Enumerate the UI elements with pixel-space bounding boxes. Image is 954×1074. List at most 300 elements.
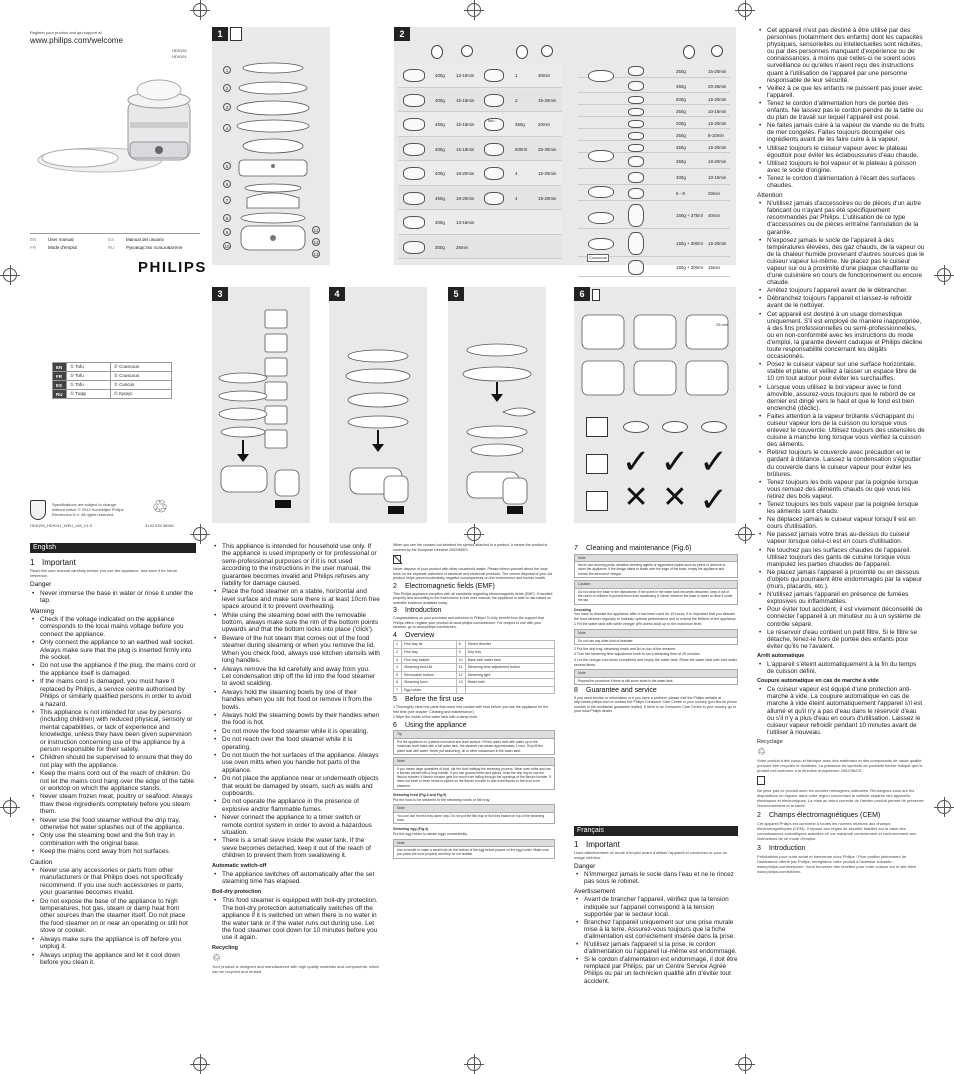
table-cell: 250g [676, 109, 686, 114]
food-icon [628, 204, 644, 227]
table-cell: 6 [394, 679, 402, 687]
food-icon [403, 94, 425, 107]
table-cell: 450g [435, 122, 445, 127]
avertissement-list [574, 896, 738, 984]
list-item: • Keep the mains cord out of the reach of children. Do not let the mains cord hang over the edge of the table or worktop on which the appliance stands. [30, 770, 196, 792]
heading-recycling: Recycling [212, 944, 238, 951]
heading-number: 8 [574, 687, 578, 695]
list-item: • Arrêtez toujours l'appareil avant de le débrancher. [757, 287, 925, 294]
part-number: 5 [223, 162, 231, 170]
table-cell: 4 [515, 195, 518, 201]
heading-number: 4 [393, 631, 397, 639]
heading-text: Before the first use [405, 696, 464, 704]
table-cell: 4 [394, 664, 402, 672]
list-item: • Do not reach over the food steamer while it is operating. [212, 736, 380, 751]
list-item: • Si le cordon d'alimentation est endommagé, il doit être remplacé par Philips, par un Centre Service Agréé Philips ou par un technicien qualifié afin d'éviter tout accident. [574, 956, 738, 984]
table-cell: Base with water tank [465, 656, 554, 664]
table-cell: 13-15min [456, 220, 475, 225]
crop-mark [193, 3, 207, 17]
step-item: 1 Fill the water tank with white vinegar (8% acetic acid) up to the maximum level. [574, 622, 703, 627]
heading-number: 3 [757, 845, 761, 853]
table-cell: 8-10min [708, 133, 724, 138]
weight-icon [516, 45, 528, 59]
list-item: • Do not move the food steamer while it is operating. [212, 728, 380, 735]
danger-list [30, 590, 196, 605]
doc-code: HD9190_HD9191_WEU_UM_V1.0 [30, 523, 93, 528]
table-cell: 15-18min [456, 97, 475, 103]
heading-cleaning [574, 547, 738, 552]
table-cell: 8 [456, 641, 465, 649]
table-cell: 18-20min [708, 159, 727, 164]
note-label: Note [575, 555, 737, 563]
heading-text: Champs électromagnétiques (CEM) [769, 812, 881, 819]
check-icon: ✓ [699, 480, 728, 519]
table-row: ES ① Tofu ② Cuscús [53, 381, 172, 390]
list-item: • Never use any accessories or parts from other manufacturers or that Philips does not specifically recommend. If you use such accessories or parts, your guarantee becomes invalid. [30, 867, 196, 897]
list-item: • Ne faites jamais cuire à la vapeur de viande ou de fruits de mer congelés. Faites toujours décongeler ces ingrédients avant de les faire cuire à la vapeur. [757, 122, 925, 143]
timer-icon [541, 45, 553, 57]
list-item: • Tenez le cordon d'alimentation à l'écart des surfaces chaudes. [757, 175, 925, 189]
fr-safety-list [757, 27, 925, 189]
couscous-label: Couscous [589, 255, 607, 260]
intro-text-fr: Félicitations pour votre achat et bienvenue chez Philips ! Pour profiter pleinement de l'assistance offerte par Philips, enregistrez votre produit à l'adresse suivante : www.philips.com/welcome. Vous trouverez des recettes pour votre cuiseur sur le site Web www.philips.com/kitchen. [757, 854, 916, 875]
list-item: • N'exposez jamais le socle de l'appareil à des températures élevées, des gaz chauds, de la vapeur ou de la chaleur humide provenant d'autres sources que le cuiseur vapeur lui-même. Ne placez pas le cuiseur vapeur sur ou à proximité d'une plaque chauffante ou d'une cuisinière en cours de fonctionnement ou encore chaude. [757, 237, 925, 287]
heading-text: Using the appliance [405, 721, 467, 729]
table-cell: 15min [708, 265, 720, 270]
crop-mark [193, 1057, 207, 1071]
table-cell: Steaming bowl [402, 679, 457, 687]
check-icon: ✓ [699, 443, 728, 482]
heading-text: Introduction [769, 845, 806, 853]
note-box [393, 757, 555, 790]
note-box [393, 804, 555, 824]
table-cell: Steam diverter [465, 641, 554, 649]
heading-introduction-fr [757, 845, 925, 852]
table-cell: 18-20min [456, 195, 475, 201]
philips-shield-icon [30, 500, 46, 520]
heading-before-first-use [393, 698, 555, 703]
food-icon [628, 232, 644, 255]
table-cell: Water inlet [465, 679, 554, 687]
warning-list [30, 616, 196, 856]
list-item: • Beware of the hot steam that comes out of the food steamer during steaming or when you remove the lid. When you check food, always use kitchen utensils with long handles. [212, 635, 380, 665]
table-cell: 10 [456, 656, 465, 664]
food-icon [628, 188, 644, 199]
item-image [617, 408, 656, 445]
food-icon [628, 108, 644, 116]
table-row: EN ① Tofu ② Couscous [53, 363, 172, 372]
table-cell [465, 686, 554, 694]
table-cell: 400g [435, 97, 445, 103]
before-list [393, 705, 555, 720]
list-item: • Never connect the appliance to a timer switch or remote control system in order to avoid a hazardous situation. [212, 814, 380, 836]
list-item: • Utilisez toujours le cuiseur vapeur avec le plateau égouttoir pour éviter les éclaboussures d'eau chaude. [757, 145, 925, 159]
food-icon [403, 241, 425, 254]
heading-danger: Danger [30, 581, 52, 589]
heading-number: 7 [574, 545, 578, 552]
food-icon [403, 192, 425, 205]
part-number: 2 [223, 84, 231, 92]
list-item: • The appliance switches off automatically after the set steaming time has elapsed. [212, 871, 380, 886]
list-item: • Débranchez toujours l'appareil et laissez-le refroidir avant de le nettoyer. [757, 295, 925, 309]
part-number: 7 [223, 196, 231, 204]
dispose-text: Never dispose of your product with other household waste. Please inform yourself about the local rules on the separate collection of electrical and electronic products. The correct disposal of your old product helps prevent potentially negative consequences on the environment and human health. [393, 567, 553, 581]
food-icon [628, 144, 644, 152]
table-row [394, 679, 555, 687]
steaming-egg-text: Put the egg holder to steam eggs conveniently. [393, 831, 468, 836]
list-item: • Cet appareil est destiné à un usage domestique uniquement. S'il est employé de manière inappropriée, à des fins professionnelles ou semi-professionnelles, ou en non-conformité avec les instructions du mode d'emploi, la garantie devient caduque et Philips décline toute responsabilité concernant les dégâts occasionnés. [757, 311, 925, 361]
heading-text: Cleaning and maintenance (Fig.6) [586, 545, 692, 552]
intro-text: Congratulations on your purchase and welcome to Philips! To fully benefit from the support that Philips offers, register your product at www.philips.com/welcome. For recipes to use with your steamer, go to www.philips.com/kitchen. [393, 615, 544, 630]
food-icon [628, 66, 644, 76]
rice-icon [588, 212, 614, 224]
lang-code: EN [53, 363, 67, 372]
pig-icon [588, 150, 614, 162]
table-cell: 15-20min [708, 241, 727, 246]
register-text: Register your product and get support at [30, 30, 102, 35]
step-item: 4 Let the vinegar cool down completely and empty the water tank. Rinse the water tank with cold water several times. [574, 658, 738, 667]
table-row [394, 671, 555, 679]
crop-mark [937, 268, 951, 282]
crop-mark [467, 1057, 481, 1071]
table-cell: 15-20min [538, 97, 557, 103]
note-box [574, 554, 738, 578]
table-cell: 6 - 8 [676, 191, 685, 196]
english-column-1 [30, 556, 196, 967]
champs-text: Cet appareil Philips est conforme à toutes les normes relatives aux champs électromagnétiques (CEM). Il répond aux règles de sécurité établies sur la base des connaissances scientifiques actuelles s'il est manipulé correctement et conformément aux instructions de ce mode d'emploi. [757, 821, 917, 842]
heading-coupure: Coupure automatique en cas de marche à vide [757, 678, 879, 685]
list-item: • Keep the mains cord away from hot surfaces. [30, 848, 196, 855]
heading-using [393, 721, 555, 729]
list-item: • Ce cuiseur vapeur est équipé d'une protection anti-marche à vide. La coupure automatique en cas de marche à vide éteint automatiquement l'appareil s'il est allumé et qu'il n'y a pas d'eau dans le réservoir d'eau ou s'il n'y a plus d'eau en cours d'utilisation. Laissez le cuiseur vapeur refroidir pendant 10 minutes avant de l'utiliser à nouveau. [757, 686, 925, 736]
list-item: • This food steamer is equipped with boil-dry protection. The boil-dry protection automatically switches off the appliance if it is switched on when there is no water in the water tank or if the water runs out during use. Let the food steamer cool down for 10 minutes before you use it again. [212, 897, 380, 941]
food-icon [628, 81, 644, 91]
list-item: • Always make sure the appliance is off before you unplug it. [30, 936, 196, 951]
item-image [656, 408, 695, 445]
heading-arret: Arrêt automatique [757, 652, 805, 659]
weight-icon [431, 45, 443, 59]
table-row [394, 641, 555, 649]
table-cell: 10-15min [708, 175, 727, 180]
list-item: • Always hold the steaming bowls by one of their handles when you stir hot food or remove it from the bowls. [212, 689, 380, 711]
table-cell: 11 [456, 664, 465, 672]
crop-mark [467, 527, 481, 541]
grain-icon [588, 238, 614, 250]
check-icon: ✓ [621, 443, 651, 482]
manual-code: EN [30, 237, 37, 242]
list-item: • Always remove the lid carefully and away from you. Let condensation drip off the lid into the food steamer to avoid scalding. [212, 666, 380, 688]
heading-recyclage: Recyclage [757, 738, 783, 745]
table-cell: 350g [676, 159, 686, 164]
caution-label: Caution [575, 581, 737, 589]
heading-introduction [393, 609, 555, 614]
table-cell: 5 [394, 671, 402, 679]
step-item: 3 Turn the steaming time adjustment knob to set a steaming time of 25 minutes. [574, 652, 701, 657]
welcome-url[interactable]: www.philips.com/welcome [30, 36, 123, 45]
table-cell: Fish tray lid [402, 641, 457, 649]
table-cell: 500g [676, 97, 686, 102]
table-cell: Steaming bowl lid [402, 664, 457, 672]
emf-text: This Philips appliance complies with all standards regarding electromagnetic fields (EMF). If handled properly and according to the instructions in this user manual, the appliance is safe to use based on scientific evidence available today. [393, 591, 553, 605]
table-cell: Fish tray basket [402, 656, 457, 664]
table-cell: 15-20min [708, 97, 727, 102]
list-item: • L'appareil s'éteint automatiquement à la fin du temps de cuisson défini. [757, 661, 925, 675]
heading-auto-switch-off: Automatic switch-off [212, 862, 267, 869]
note-text: You can use the fish tray alone only. Do not put the fish tray or fish tray basket on top of the steaming bowl. [397, 813, 545, 823]
note-text: Repeat the procedure if there is still some scale in the water tank. [578, 678, 674, 683]
table-cell: 450g [676, 83, 686, 89]
list-item: • Le réservoir d'eau contient un petit filtre. Si le filtre se détache, tenez-le hors de portée des enfants pour éviter qu'ils ne l'avalent. [757, 629, 925, 650]
table-cell: 500ml [515, 146, 527, 152]
list-item: • While using the steaming bowl with the removable bottom, always make sure the rim of the bottom points upwards and that the bottom locks into place ('click'). [212, 612, 380, 634]
list-item: • Lorsque vous utilisez le bol vapeur avec le fond amovible, assurez-vous toujours que le rebord de ce dernier est dirigé vers le haut et que le fond est bien enclenché (déclic). [757, 384, 925, 412]
manual-label: User manual [48, 237, 74, 242]
heading-number: 2 [757, 812, 761, 819]
descale-text: You have to descale the appliance after it has been used for 15 hours. It is important that you descale the food steamer regularly to maintain optimal performance and to extend the lifetime of the appliance. [574, 612, 737, 621]
list-item: • Never immerse the base in water or rinse it under the tap. [30, 590, 196, 605]
step-item: 1 Thoroughly clean the parts that come into contact with food before you use the appliance for the first time (see chapter 'Cleaning and maintenance'). [393, 705, 549, 714]
list-item: • This appliance is intended for household use only. If the appliance is used improperly or for professional or semi-professional purposes or if it is not used according to the instructions in the user manual, the guarantee becomes invalid and Philips refuses any liability for damage caused. [212, 543, 380, 587]
lang-couscous: Cuscús [119, 382, 135, 387]
heading-overview [393, 631, 555, 639]
hand-book-icon [230, 27, 242, 41]
step-item: 2 Put the drip tray, steaming bowls and lid on top of the steamer. [574, 646, 677, 651]
manual-label: Manual del usuario [126, 237, 165, 242]
table-cell: 400g [435, 220, 445, 225]
note-label: Note [394, 805, 554, 813]
crop-mark [738, 527, 752, 541]
food-icon [628, 132, 644, 140]
table-cell: 20min [708, 191, 720, 196]
list-item: • Ne passez jamais votre bras au-dessus du cuiseur vapeur lorsque celui-ci est en cours d'utilisation. [757, 531, 925, 545]
heading-guarantee [574, 689, 738, 694]
panel-number: 2 [394, 27, 410, 41]
list-item: • N'immergez jamais le socle dans l'eau et ne le rincez pas sous le robinet. [574, 871, 738, 885]
note-label: Note [394, 758, 554, 766]
chicken-icon [588, 186, 614, 198]
food-icon [628, 96, 644, 104]
table-cell: 450g [435, 195, 445, 201]
food-icon [484, 167, 504, 180]
panel-number: 6 [574, 287, 590, 301]
heading-number: 1 [574, 840, 579, 849]
model-code: HD9190 [172, 48, 187, 53]
table-cell: 450g [676, 145, 686, 150]
part-number: 8 [223, 214, 231, 222]
english-column-2 [212, 543, 380, 974]
tofu-label: Tofu [487, 118, 495, 123]
language-table [52, 362, 172, 399]
note-label: Note [394, 840, 554, 848]
lang-tofu: Тофу [75, 391, 87, 396]
table-row [394, 648, 555, 656]
list-item: • Place the food steamer on a stable, horizontal and level surface and make sure there is at least 10cm free space around it to prevent overheating. [212, 588, 380, 610]
list-item: • Tenez le cordon d'alimentation hors de portée des enfants. Ne laissez pas le cordon pendre de la table ou du plan de travail sur lequel l'appareil est posé. [757, 100, 925, 121]
specs-note: Specifications are subject to change without notice © 2013 Koninklijke Philips Electronics N.V. All rights reserved. [52, 502, 124, 517]
heading-text: Introduction [405, 607, 442, 615]
table-cell: 400g [435, 171, 445, 176]
heading-champs [757, 812, 925, 819]
table-cell: 15-20min [538, 171, 557, 176]
manual-code: ES [108, 237, 115, 242]
note-text: Do not use any other kind of descaler. [578, 638, 634, 643]
manual-label: Руководство пользователя [126, 245, 183, 250]
part-number: 13 [313, 252, 319, 257]
tip-label: Tip [394, 731, 554, 739]
dishwasher-icon [578, 445, 617, 482]
descale-time: 25 min [716, 322, 729, 327]
descale-steps-2 [574, 647, 738, 667]
recycle-code: 3140 035 36981 [145, 523, 174, 528]
english-column-3 [393, 543, 555, 861]
recycle-icon: ♲ [212, 953, 221, 965]
list-item: • Veillez à ce que les enfants ne puissent pas jouer avec l'appareil. [757, 85, 925, 99]
food-icon [628, 260, 644, 275]
list-item: • Utilisez toujours le bol vapeur et le plateau à poisson avec le socle d'origine. [757, 160, 925, 174]
heading-warning: Warning [30, 607, 54, 615]
food-icon [628, 156, 644, 167]
weee-text: When you see the crossed-out wheeled bin symbol attached to a product, it means the product is covered by the European Directive 2002/96/EC. [393, 543, 548, 552]
part-number: 11 [313, 228, 319, 233]
food-icon [403, 167, 425, 180]
table-cell: 1 [394, 641, 402, 649]
cleaning-illustration [578, 305, 733, 405]
table-cell: Egg holder [402, 686, 457, 694]
parts-exploded-diagram [225, 58, 320, 258]
list-item: • Check if the voltage indicated on the appliance corresponds to the local mains voltage before you connect the appliance. [30, 616, 196, 638]
weight-icon [683, 45, 695, 59]
lang-code: RU [53, 390, 67, 399]
table-cell: 350g [515, 122, 525, 127]
list-item: • There is a small sieve inside the water tank. If the sieve becomes detached, keep it out of the reach of children to prevent them from swallowing it. [212, 837, 380, 859]
table-cell: 400g [435, 146, 445, 152]
table-cell: 15-18min [456, 146, 475, 152]
philips-logo: PHILIPS [138, 259, 207, 276]
lang-code: ES [53, 381, 67, 390]
recyclage-text: Votre produit a été conçu et fabriqué avec des matériaux et des composants de haute qualité pouvant être recyclés et réutilisés. La présence du symbole de poubelle barrée indique que le produit est conforme à la directive européenne 2002/96/CE. [757, 758, 923, 773]
table-row [394, 656, 555, 664]
heading-text: Important [586, 840, 620, 849]
list-item: • Avant de brancher l'appareil, vérifiez que la tension indiquée sur l'appareil correspond à la tension supportée par le secteur local. [574, 896, 738, 917]
french-column-start [574, 838, 738, 986]
list-item: • Cet appareil n'est pas destiné à être utilisé par des personnes (notamment des enfants) dont les capacités physiques, sensorielles ou intellectuelles sont réduites, ou par des personnes manquant d'expérience ou de connaissances, à moins que celles-ci ne soient sous surveillance ou qu'elles n'aient reçu des instructions quant à l'utilisation de l'appareil par une personne responsable de leur sécurité. [757, 27, 925, 84]
descale-steps [574, 622, 738, 627]
table-cell: 1 [515, 73, 518, 78]
table-cell: 10-15min [708, 109, 727, 114]
food-icon [628, 120, 644, 128]
steamer-product-image [30, 70, 200, 180]
steaming-food-text: Put the food to be steamed in the steaming bowls or fish tray. [393, 797, 491, 802]
dishwasher-icon [578, 408, 617, 445]
table-cell: 200g [676, 121, 686, 126]
list-item: • Tenez toujours les bols vapeur par la poignée lorsque les aliments sont chauds. [757, 501, 925, 515]
model-code: HD9191 [172, 54, 187, 59]
fish-icon [588, 70, 614, 82]
dishwasher-grid [578, 408, 733, 520]
list-item: • Do not use the appliance if the plug, the mains cord or the appliance itself is damaged. [30, 662, 196, 677]
table-row [394, 664, 555, 672]
timer-icon [711, 45, 723, 57]
section-header-francais: Français [574, 826, 738, 836]
part-number: 10 [224, 244, 230, 249]
list-item: • Posez le cuiseur vapeur sur une surface horizontale, stable et plane, et veillez à laisser un espace libre de 10 cm tout autour pour éviter les surchauffes. [757, 361, 925, 382]
part-number: 6 [223, 180, 231, 188]
table-cell: Removable bottom [402, 671, 457, 679]
table-cell: 12 [456, 671, 465, 679]
arret-list [757, 661, 925, 675]
caution-box [574, 580, 738, 604]
lang-couscous: Couscous [119, 373, 140, 378]
list-item: • N'utilisez jamais d'accessoires ou de pièces d'un autre fabricant ou n'ayant pas été spécifiquement recommandés par Philips. L'utilisation de ce type d'accessoires ou de pièces entraîne l'annulation de la garantie. [757, 200, 925, 235]
cross-icon: ✕ [662, 480, 688, 514]
boil-list [212, 897, 380, 941]
table-cell: 4 [515, 171, 518, 176]
table-row: RU ① Тофу ② Кускус [53, 390, 172, 399]
table-cell: Steaming light [465, 671, 554, 679]
list-item: • This appliance is not intended for use by persons (including children) with reduced physical, sensory or mental capabilities, or lack of experience and knowledge, unless they have been given supervision or instruction concerning use of the appliance by a person responsible for their safety. [30, 709, 196, 753]
column-4 [574, 543, 738, 714]
lang-tofu: Tofu [75, 364, 84, 369]
heading-number: 3 [393, 607, 397, 615]
part-number: 3 [223, 103, 231, 111]
list-item: • Never use the food steamer without the drip tray, otherwise hot water splashes out of the appliance. [30, 817, 196, 832]
list-item: • Ne placez jamais l'appareil à proximité ou en dessous d'objets qui pourraient être endommagés par la vapeur (murs, placards, etc.). [757, 569, 925, 590]
coupure-list [757, 686, 925, 736]
manuals-list [30, 233, 200, 250]
list-item: • Do not place the appliance near or underneath objects that would be damaged by steam, such as walls and cupboards. [212, 775, 380, 797]
list-item: • N'utilisez jamais l'appareil si la prise, le cordon d'alimentation ou l'appareil lui-même est endommagé. [574, 941, 738, 955]
heading-text: Overview [405, 631, 435, 639]
table-cell: 300g [435, 244, 445, 250]
cross-icon: ✕ [623, 480, 649, 514]
table-cell: 13-15min [456, 73, 475, 78]
list-item: • Only use the steaming bowl and the fish tray in combination with the original base. [30, 832, 196, 847]
list-item: • Faites attention à la vapeur brûlante s'échappant du cuiseur vapeur lors de la cuisson ou lorsque vous enlevez le couvercle. Utilisez toujours des ustensiles de cuisine à manche long lorsque vous vérifiez la cuisson des aliments. [757, 413, 925, 448]
list-item: • Never steam frozen meat, poultry or seafood. Always thaw these ingredients completely before you steam them. [30, 793, 196, 815]
food-icon [403, 216, 425, 229]
overview-table [393, 640, 555, 694]
table-row: FR ① Tofu ② Couscous [53, 372, 172, 381]
french-column-2 [757, 27, 925, 874]
crop-mark [738, 1057, 752, 1071]
table-cell: 400g [676, 175, 686, 180]
food-icon [403, 118, 425, 131]
note-label: Note [575, 630, 737, 638]
list-item: • Tenez toujours les bols vapeur par la poignée lorsque vous remuez des aliments chauds ou que vous les retirez des bols vapeur. [757, 479, 925, 500]
part-number: 1 [223, 66, 231, 74]
tip-text: Put the appliance on a stable horizontal and level surface. Fill the water tank with water up to the maximum level mark with a full water tank, the steamer can steam approximately 1 hour. Only fill the water tank with water. Never put seasoning, oil or other substances in the water tank. [397, 740, 544, 753]
list-item: • Do not expose the base of the appliance to high temperatures, hot gas, steam or damp heat from other sources than the steamer itself. Do not place the food steamer on or near an operating or still hot stove or cooker. [30, 898, 196, 935]
tip-box [393, 730, 555, 754]
table-cell: 150g + 300ml [676, 265, 703, 270]
manual-code: FR [30, 245, 36, 250]
table-cell: Steaming time adjustment button [465, 664, 554, 672]
panel-number: 5 [448, 287, 464, 301]
table-cell: 25min [456, 244, 468, 250]
table-cell: 15-20min [708, 121, 727, 126]
table-cell: 2 [515, 97, 518, 103]
guarantee-text: If you need service or information or if you have a problem, please visit the Philips website at http://www.philips.com or contact the Philips Consumer Care Centre in your country (you find its phone number in the worldwide guarantee leaflet). If there is no Consumer Care Centre in your country, go to your local Philips dealer. [574, 695, 737, 714]
table-cell [456, 686, 465, 694]
lang-code: FR [53, 372, 67, 381]
table-cell: 7 [394, 686, 402, 694]
list-item: • Always hold the steaming bowls by their handles when the food is hot. [212, 712, 380, 727]
heading-number: 6 [393, 721, 397, 729]
recycle-icon: ♲ [757, 747, 766, 758]
heading-number: 5 [393, 696, 397, 704]
table-cell: 13 [456, 679, 465, 687]
table-cell: 18-20min [456, 171, 475, 176]
